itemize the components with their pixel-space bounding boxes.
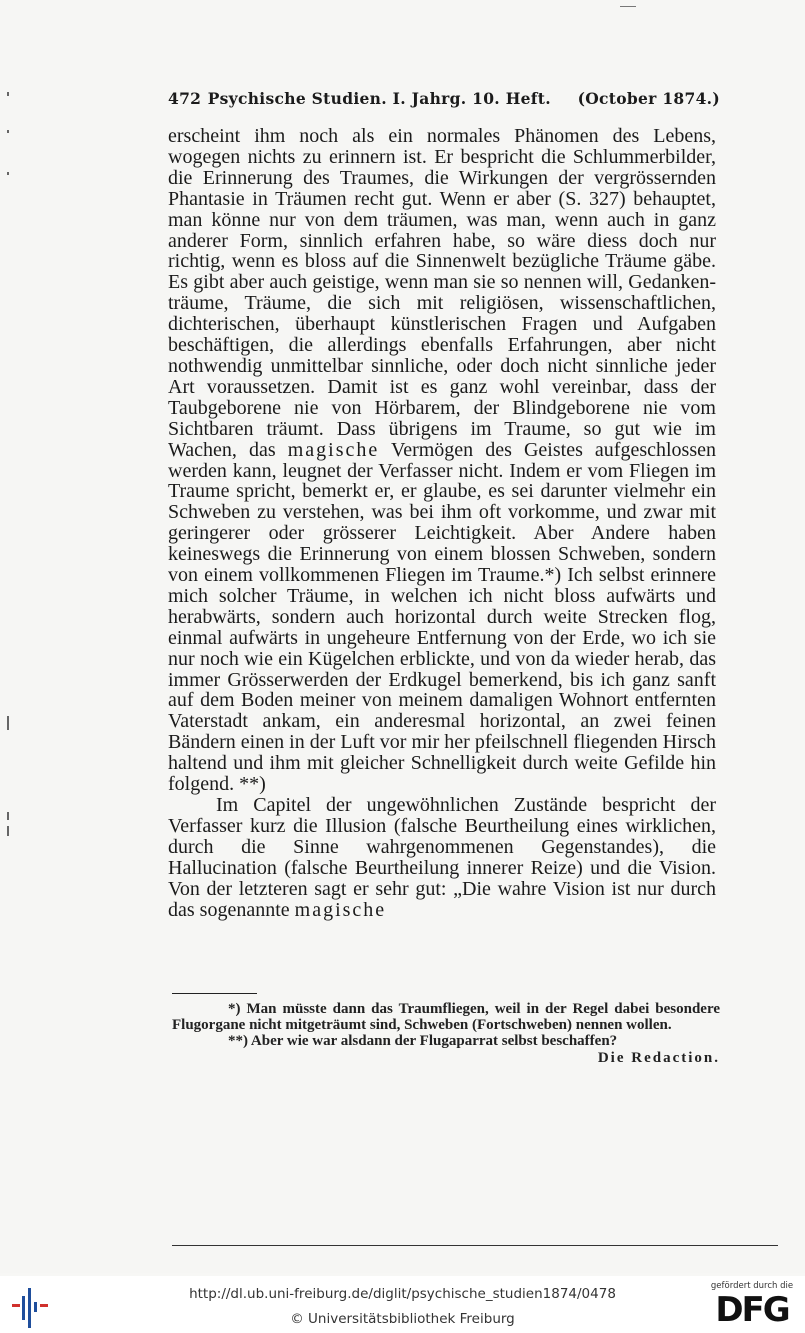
page-number: 472 (168, 89, 202, 108)
copyright-notice: © Universitätsbibliothek Freiburg (290, 1311, 515, 1327)
emphasis: magische (294, 898, 387, 921)
issue-date: (October 1874.) (577, 89, 720, 108)
running-header (168, 89, 720, 108)
scan-artifact (620, 6, 636, 7)
margin-mark (7, 716, 9, 730)
margin-mark (7, 812, 9, 820)
dfg-funding-text: gefördert durch die (710, 1281, 794, 1291)
margin-mark (7, 826, 9, 836)
margin-mark (7, 172, 9, 175)
emphasis: magische (287, 438, 380, 461)
text-run: Im Capitel der ungewöhnlichen Zustände bespricht der Verfasser kurz die Illusion (falsche Beurtheilung eines wirklichen, durch die Sinne wahrgenommenen Gegenstandes), die Hallucination (falsche Beurtheilung innerer Reize) und die Vision. Von der letzteren sagt er sehr gut: „Die wahre Vision ist nur durch das sogenannte (168, 794, 716, 921)
footnote-rule (172, 993, 257, 994)
main-text (168, 126, 716, 920)
paragraph (168, 795, 716, 920)
margin-mark (7, 92, 9, 96)
margin-mark (7, 130, 9, 133)
footnote: *) Man müsste dann das Traumfliegen, weil in der Regel dabei besondere Flugorgane nicht mitgeträumt sind, Schweben (Fortschweben) nennen wollen. (172, 1001, 720, 1033)
footnote: **) Aber wie war alsdann der Flugaparrat selbst beschaffen? (228, 1033, 618, 1049)
viewer-footer (0, 1276, 805, 1333)
text-run: Vermögen des Geistes aufgeschlossen werden kann, leugnet der Verfasser nicht. Indem er vom Fliegen im Traume spricht, bemerkt er, er glaube, es sei darunter vielmehr ein Schweben zu verstehen, was bei ihm oft vorkomme, und zwar mit geringerer oder grösserer Leichtigkeit. Aber Andere haben keineswegs die Erinnerung von einem blossen Schweben, sondern von einem vollkommenen Fliegen im Traume.*) Ich selbst erinnere mich solcher Träume, in welchen ich nicht bloss aufwärts und herabwärts, sondern auch horizontal durch weite Strecken flog, einmal aufwärts in ungeheure Entfernung von der Erde, wo ich sie nur noch wie ein Kügelchen erblickte, und von da wieder herab, das immer Grösserwerden der Erdkugel bemerkend, bis ich ganz sanft auf dem Boden meiner von meinem damaligen Wohnort entfernten Vaterstadt ankam, ein anderesmal horizontal, an zwei feinen Bändern einen in der Luft vor mir her pfeilschnell fliegenden Hirsch haltend und ihm mit gleicher Schnelligkeit durch weite Gefilde hin folgend. **) (168, 438, 716, 796)
permalink-url[interactable]: http://dl.ub.uni-freiburg.de/diglit/psychische_studien1874/0478 (189, 1286, 616, 1302)
editor-signature: Die Redaction. (597, 1050, 720, 1066)
dfg-logo (709, 1281, 795, 1329)
bottom-rule (172, 1245, 778, 1246)
text-run: erscheint ihm noch als ein normales Phänomen des Lebens, wogegen nichts zu erinnern ist. Er bespricht die Schlummerbilder, die Erinnerung des Traumes, die Wirkungen der vergrössernden Phantasie in Träumen recht gut. Wenn er aber (S. 327) behauptet, man könne nur von dem träumen, was man, wenn auch in ganz anderer Form, sinnlich erfahren habe, so wäre diess doch nur richtig, wenn es bloss auf die Sinnenwelt bezügliche Träume gäbe. Es gibt aber auch geistige, wenn man sie so nennen will, Gedankenträume, Träume, die sich mit religiösen, wissenschaftlichen, dichterischen, überhaupt künstlerischen Fragen und Aufgaben beschäftigen, die allerdings ebenfalls Erfahrungen, aber nicht nothwendig unmittelbar sinnliche, oder doch nicht sinnliche jeder Art voraussetzen. Damit ist es ganz wohl vereinbar, dass der Taubgeborene nie von Hörbarem, der Blindgeborene nie vom Sichtbaren träumt. Dass übrigens im Traume, so gut wie im Wachen, das (168, 125, 716, 461)
paragraph (168, 126, 716, 795)
footnotes (172, 1001, 720, 1066)
journal-title: Psychische Studien. I. Jahrg. 10. Heft. (207, 89, 551, 108)
dfg-logo-text: DFG (715, 1290, 789, 1330)
